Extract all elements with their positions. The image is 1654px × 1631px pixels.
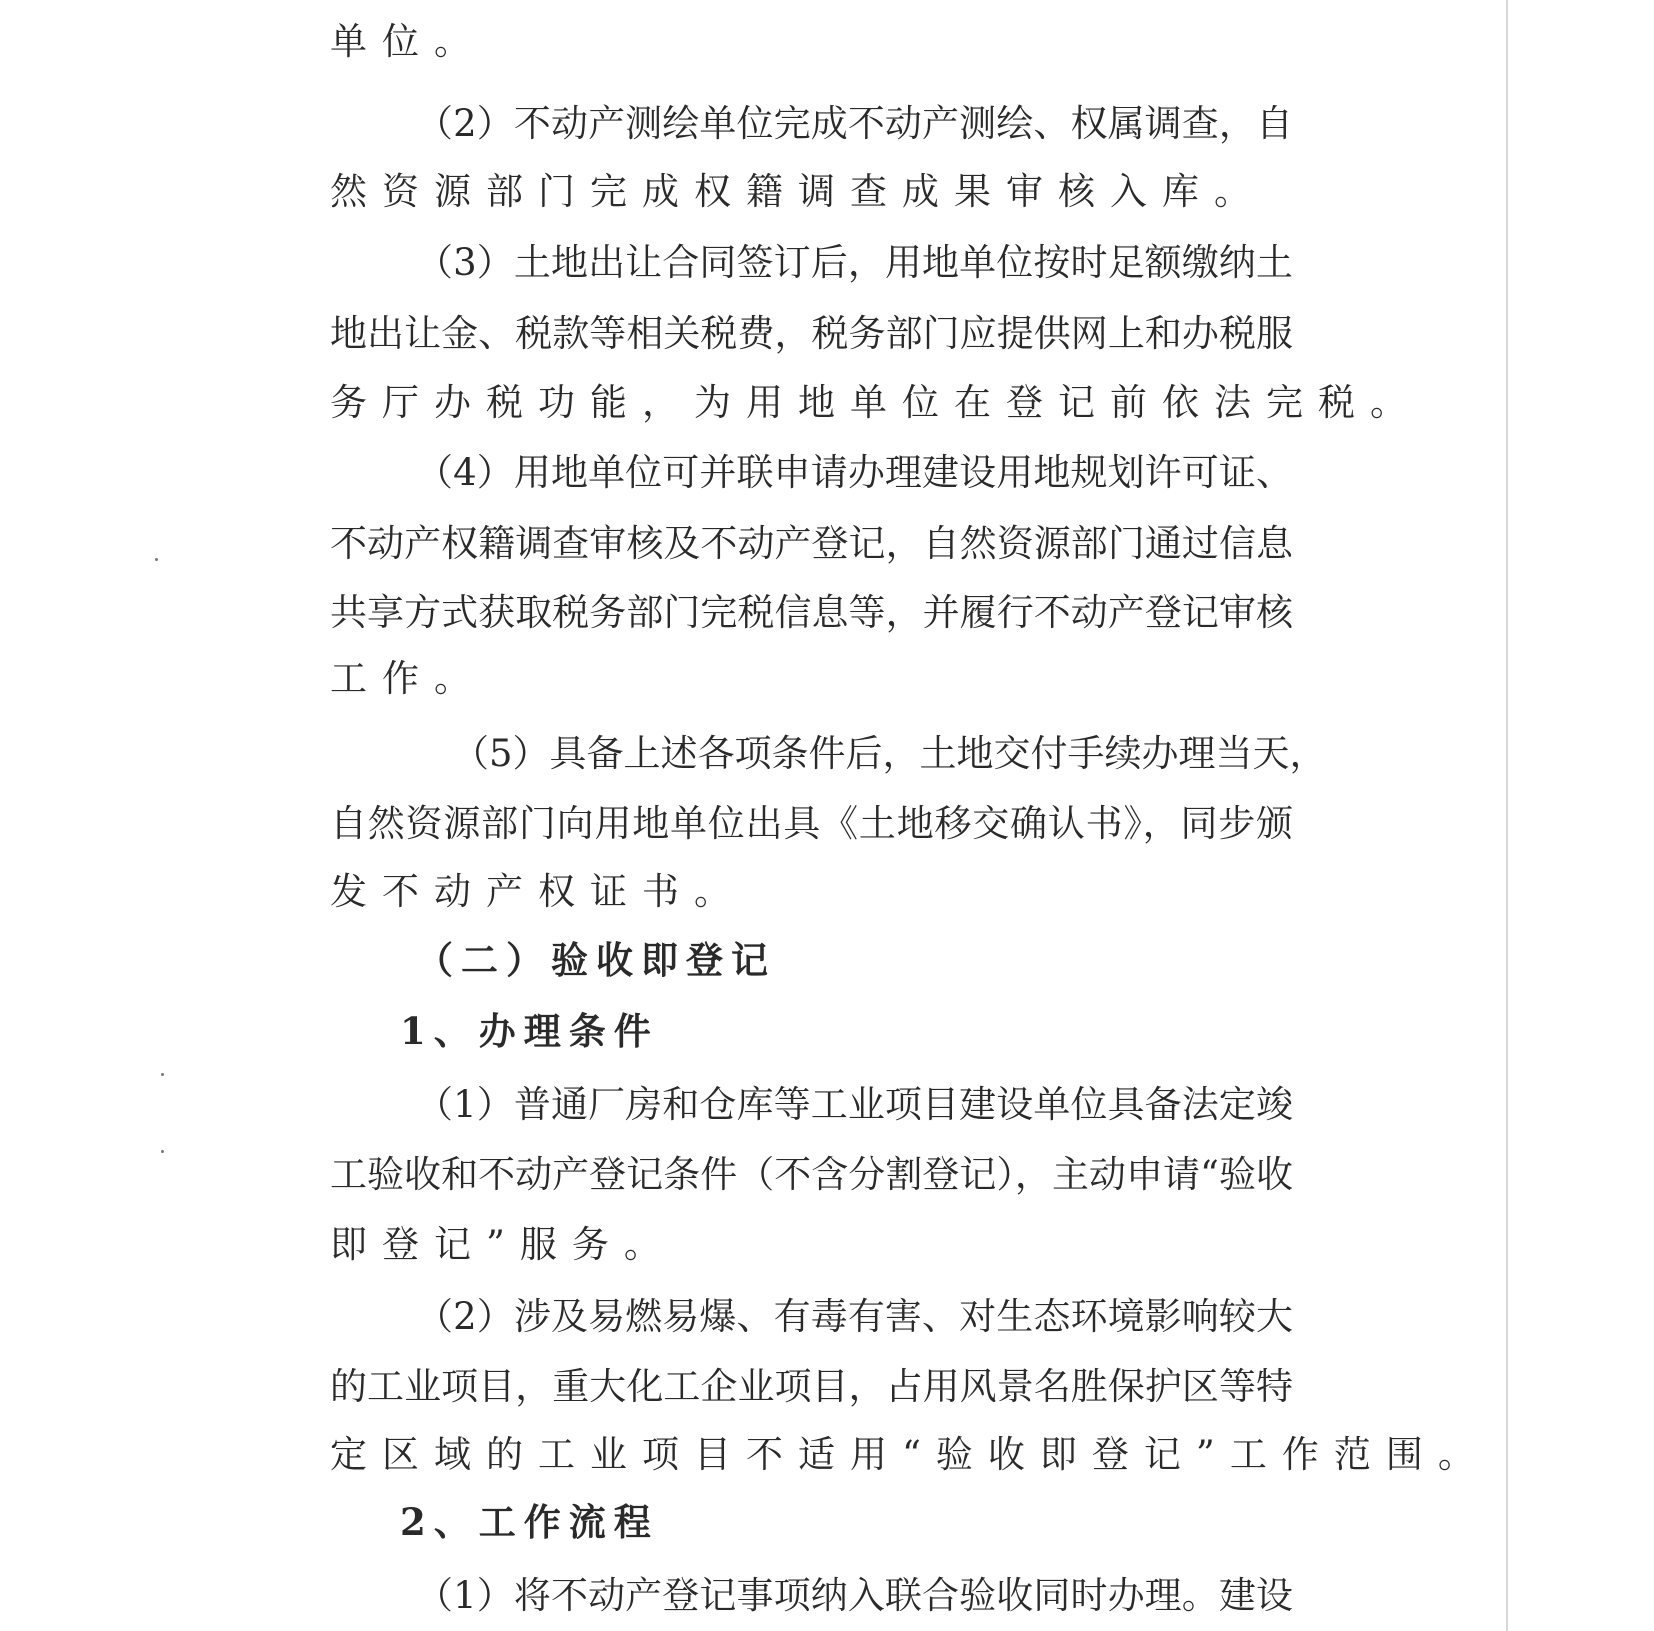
text-line: （1）普通厂房和仓库等工业项目建设单位具备法定竣 [416,1083,1293,1126]
text-line: 不动产权籍调查审核及不动产登记，自然资源部门通过信息 [330,522,1293,565]
text-line: （2）涉及易燃易爆、有毒有害、对生态环境影响较大 [416,1295,1293,1338]
text-line: 工作。 [330,657,486,700]
scan-speck [161,1073,164,1076]
subsection-heading: 2、工作流程 [400,1500,659,1544]
text-line: 然资源部门完成权籍调查成果审核入库。 [330,170,1266,213]
text-line: 单位。 [330,20,486,63]
section-heading: （二）验收即登记 [416,938,776,982]
text-line: （3）土地出让合同签订后，用地单位按时足额缴纳土 [416,241,1293,284]
page-edge [1506,0,1508,1631]
text-line: （5）具备上述各项条件后，土地交付手续办理当天， [452,732,1327,775]
text-line: 定区域的工业项目不适用“验收即登记”工作范围。 [330,1433,1490,1476]
text-line: （4）用地单位可并联申请办理建设用地规划许可证、 [416,451,1293,494]
text-line: 工验收和不动产登记条件（不含分割登记），主动申请“验收 [330,1153,1293,1196]
text-line: 自然资源部门向用地单位出具《土地移交确认书》，同步颁 [330,802,1293,845]
text-line: 共享方式获取税务部门完税信息等，并履行不动产登记审核 [330,591,1293,634]
subsection-heading: 1、办理条件 [400,1009,659,1053]
text-line: （2）不动产测绘单位完成不动产测绘、权属调查，自 [416,102,1293,145]
text-line: 即登记”服务。 [330,1223,676,1266]
text-line: （1）将不动产登记事项纳入联合验收同时办理。建设 [416,1574,1293,1617]
scan-speck [161,1150,164,1153]
text-line: 发不动产权证书。 [330,870,746,913]
text-line: 地出让金、税款等相关税费，税务部门应提供网上和办税服 [330,312,1293,355]
text-line: 务厅办税功能，为用地单位在登记前依法完税。 [330,381,1422,424]
text-line: 的工业项目，重大化工企业项目，占用风景名胜保护区等特 [330,1365,1293,1408]
scan-speck [155,558,158,561]
